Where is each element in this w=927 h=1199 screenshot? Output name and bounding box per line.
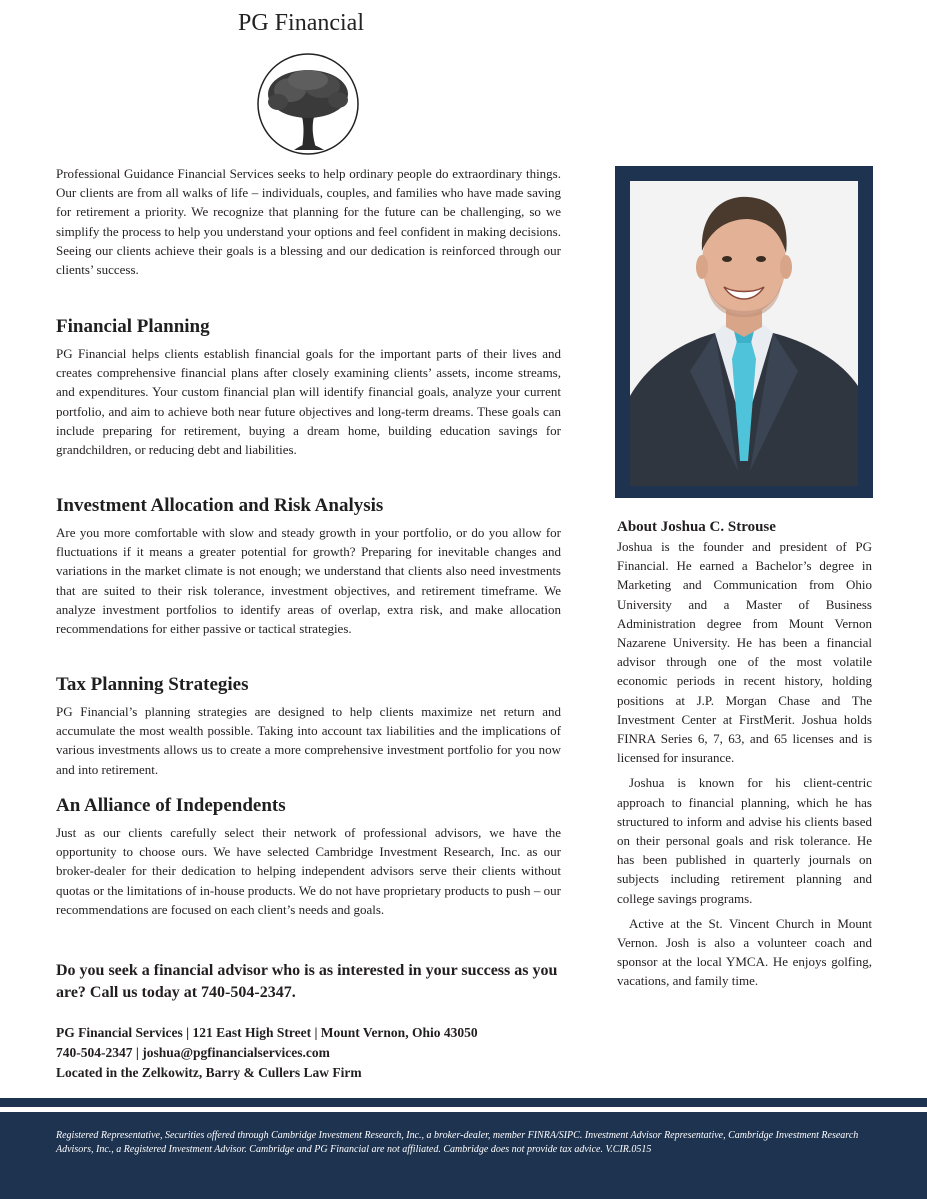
- logo-text: PG Financial: [238, 10, 364, 36]
- advisor-photo: [630, 181, 858, 486]
- section-financial-planning: [56, 316, 561, 459]
- section-body: Just as our clients carefully select their network of professional advisors, we have the opportunity to choose ours. We have selected Cambridge Investment Research, Inc. as our broker-dealer for their dedication to helping independent advisors serve their clients without quotas or the limitations of in-house products. We do not have proprietary products to push – our recommendations are focused on each client’s needs and goals.: [56, 825, 561, 917]
- about-paragraph-3: Active at the St. Vincent Church in Mount Vernon. Josh is also a volunteer coach and sponsor at the local YMCA. He enjoys golfing, vacations, and family time.: [617, 915, 872, 989]
- contact-info: [56, 1023, 616, 1083]
- portrait-icon: [630, 181, 858, 486]
- contact-phone-email: 740-504-2347 | joshua@pgfinancialservices.com: [56, 1045, 330, 1060]
- about-title: About Joshua C. Strouse: [617, 519, 776, 535]
- about-paragraph-1: Joshua is the founder and president of PG Financial. He earned a Bachelor’s degree in Marketing and Communication from Ohio University and a Master of Business Administration degree from Mount Vernon Nazarene University. He has been a financial advisor through one of the most volatile economic periods in recent history, holding positions at J.P. Morgan Chase and The Investment Center at FirstMerit. Joshua holds FINRA Series 6, 7, 63, and 65 licenses and is licensed for insurance.: [617, 539, 872, 766]
- section-title: Tax Planning Strategies: [56, 674, 249, 695]
- section-title: An Alliance of Independents: [56, 795, 286, 816]
- contact-location: Located in the Zelkowitz, Barry & Cullers Law Firm: [56, 1065, 362, 1080]
- disclaimer-text: Registered Representative, Securities offered through Cambridge Investment Research, Inc., a broker-dealer, member FINRA/SIPC. Investment Advisor Representative, Cambridge Investment Research Advisors, Inc., a Registered Investment Advisor. Cambridge and PG Financial are not affiliated. Cambridge does not provide tax advice. V.CIR.0515: [56, 1130, 859, 1155]
- call-to-action: Do you seek a financial advisor who is as interested in your success as you are? Call us today at 740-504-2347.: [56, 962, 558, 1001]
- contact-address: PG Financial Services | 121 East High Street | Mount Vernon, Ohio 43050: [56, 1025, 478, 1040]
- intro-paragraph: Professional Guidance Financial Services seeks to help ordinary people do extraordinary things. Our clients are from all walks of life – individuals, couples, and families who have made saving for retirement a priority. We recognize that planning for the future can be challenging, so we simplify the process to help you understand your options and feel confident in making decisions. Seeing our clients achieve their goals is a blessing and our dedication is reinforced through our clients’ success.: [56, 166, 561, 278]
- photo-frame: [615, 166, 873, 498]
- section-body: PG Financial’s planning strategies are designed to help clients maximize net return and accumulate the most wealth possible. Taking into account tax liabilities and the implications of various investments allows us to create a more comprehensive investment portfolio for you now and into retirement.: [56, 704, 561, 777]
- tree-logo-icon: [238, 10, 378, 160]
- section-investment-allocation: [56, 495, 561, 638]
- section-title: Financial Planning: [56, 316, 210, 337]
- section-alliance: [56, 795, 561, 919]
- section-tax-planning: [56, 674, 561, 779]
- section-body: Are you more comfortable with slow and steady growth in your portfolio, or do you allow for fluctuations if it means a greater potential for growth? Preparing for inevitable changes and variations in the market climate is not enough; we understand that clients also need investments that are suited to their risk tolerance, investment objectives, and retirement timeframe. We analyze investment portfolios to identify areas of overlap, extra risk, and make allocation recommendations for either passive or tactical strategies.: [56, 525, 561, 637]
- about-paragraph-2: Joshua is known for his client-centric approach to financial planning, which he has structured to inform and advise his clients based on their personal goals and risk tolerance. He has been published in quarterly journals on subjects including retirement planning and college savings programs.: [617, 775, 872, 906]
- about-section: [617, 519, 872, 991]
- section-title: Investment Allocation and Risk Analysis: [56, 495, 384, 516]
- footer-stripe: [0, 1098, 927, 1107]
- pg-financial-logo: [238, 10, 378, 160]
- section-body: PG Financial helps clients establish financial goals for the important parts of their lives and creates comprehensive financial plans after closely examining clients’ assets, income streams, and expenditures. Your custom financial plan will identify financial goals, analyze your current portfolio, and aim to achieve both near future objectives and long-term dreams. These goals can include preparing for retirement, buying a dream home, building education savings for grandchildren, or reducing debt and liabilities.: [56, 346, 561, 458]
